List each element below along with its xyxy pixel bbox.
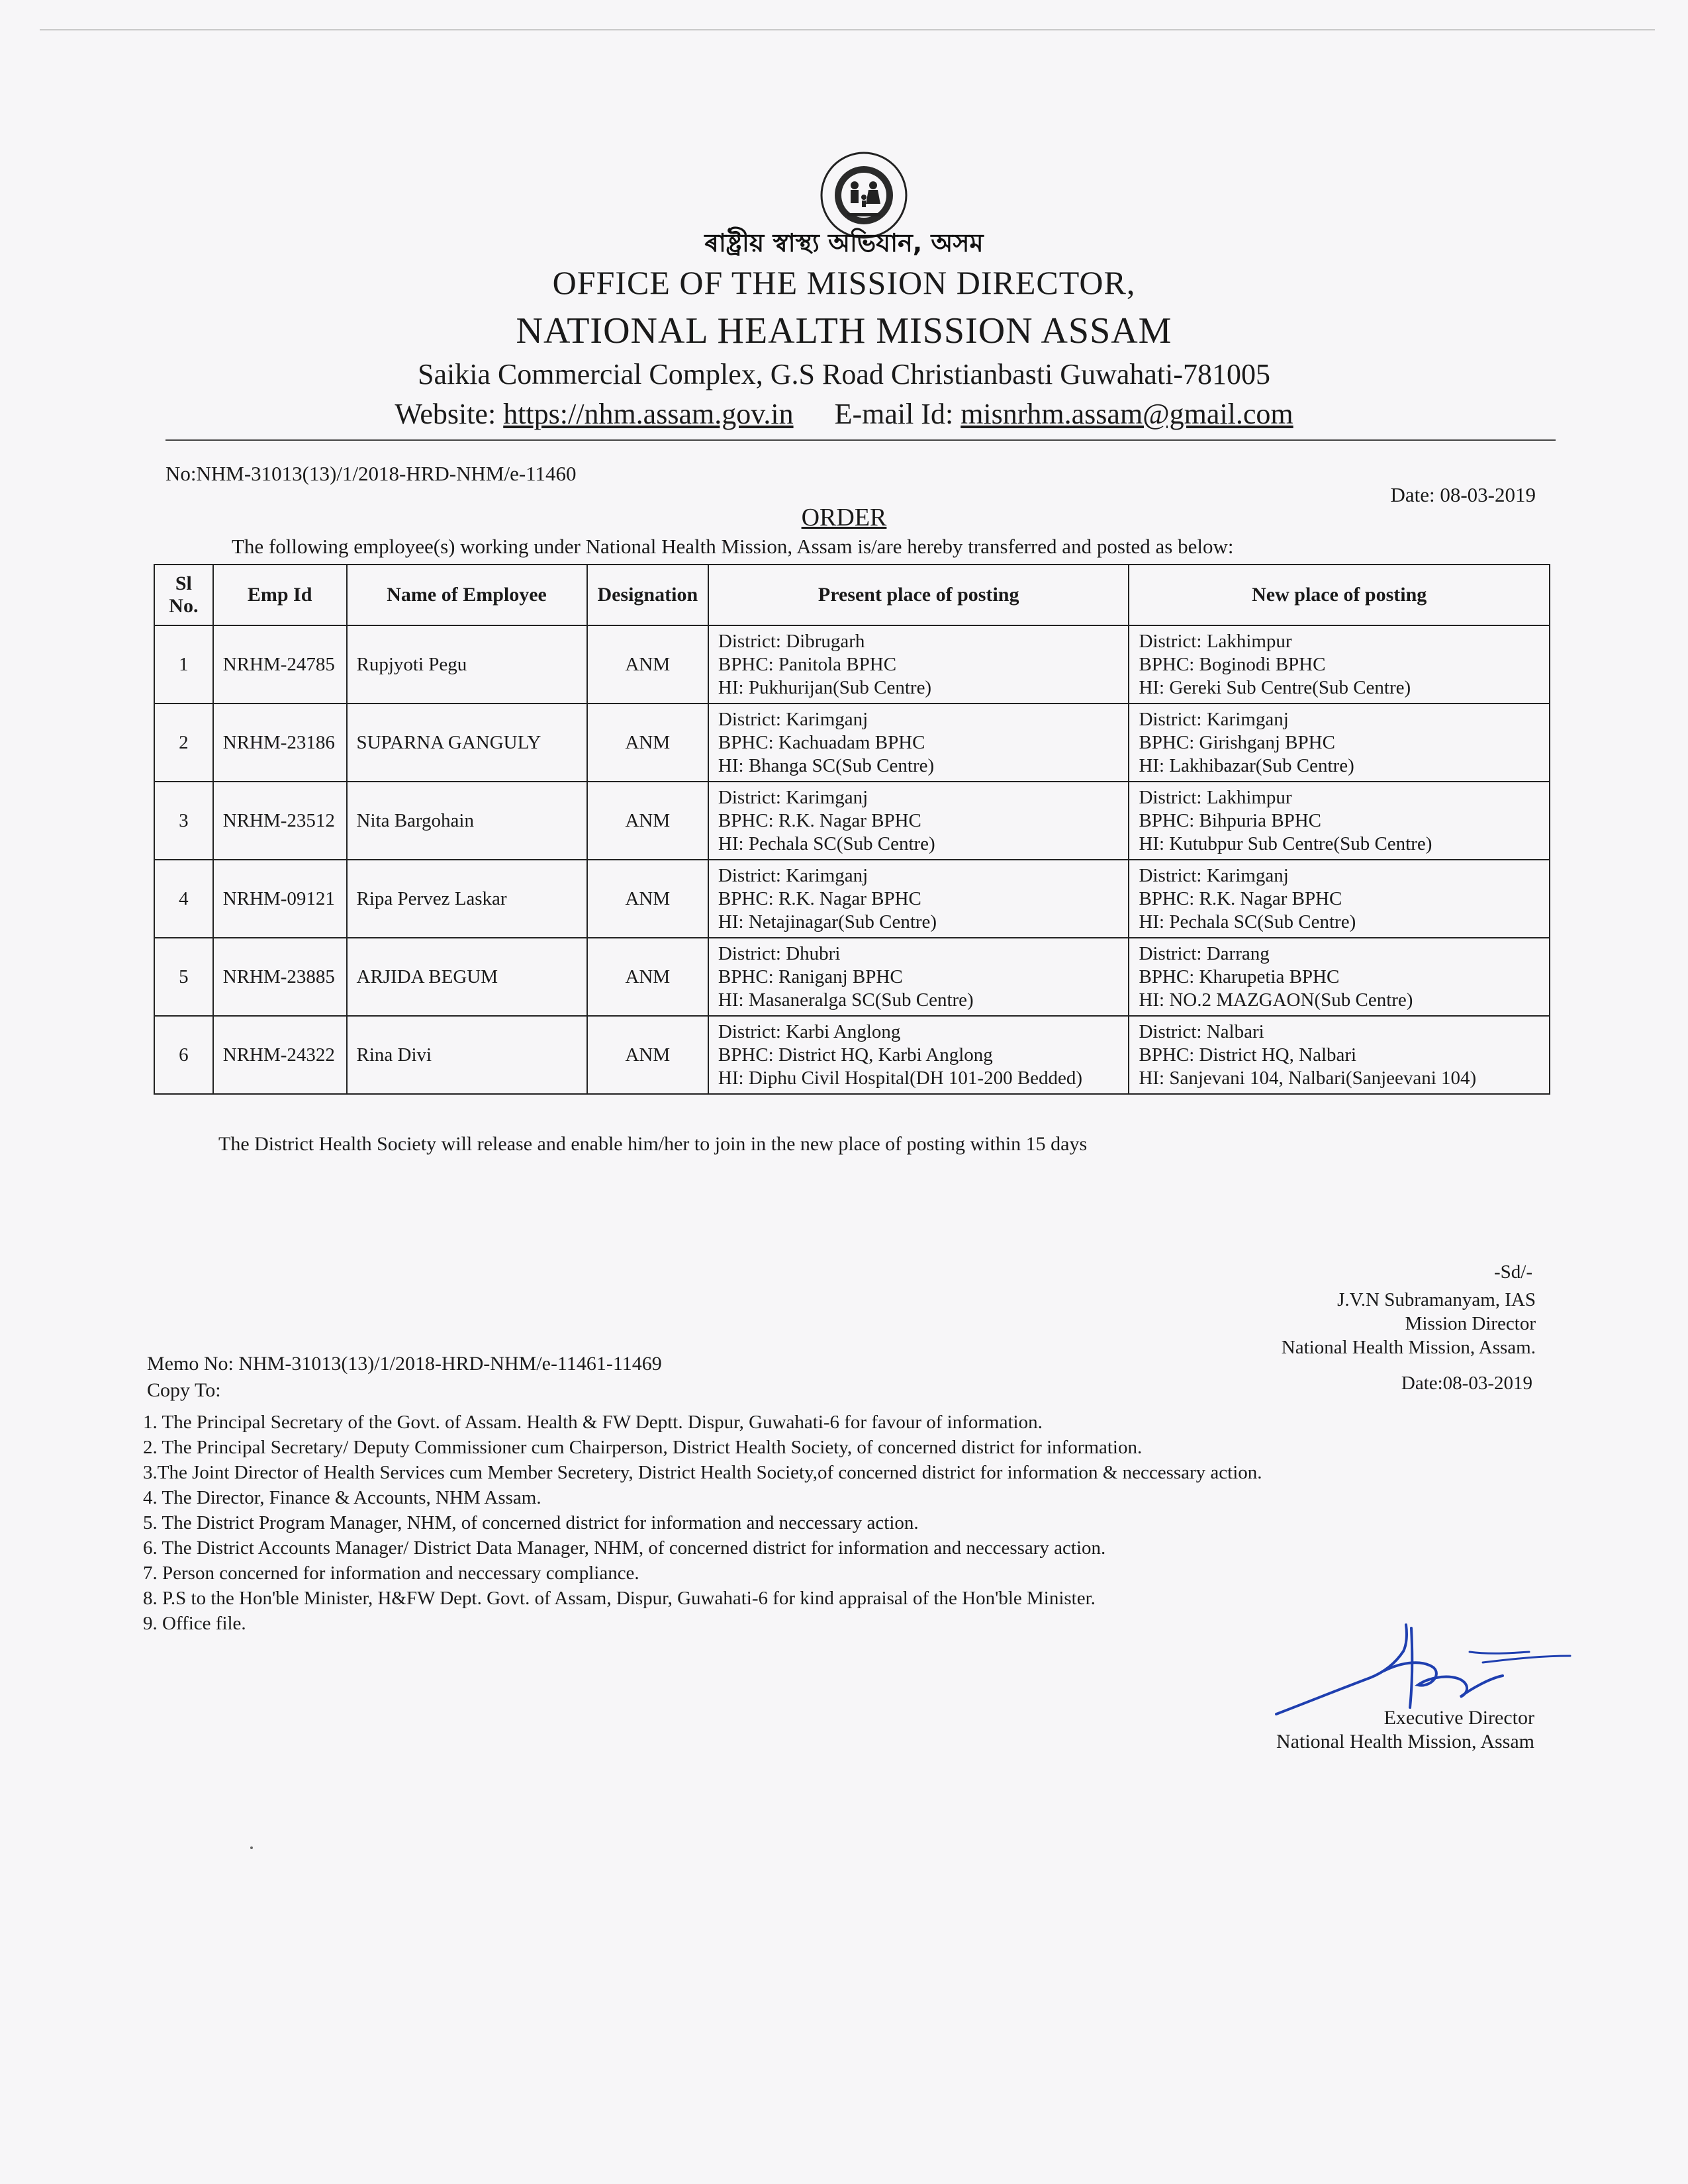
list-item: 3.The Joint Director of Health Services cum Member Secretery, District Health Society,of concerned district for information & neccessary action. xyxy=(143,1462,1262,1483)
cell-name: Rupjyoti Pegu xyxy=(347,625,587,704)
email-label: E-mail Id: xyxy=(834,398,954,430)
cell-designation: ANM xyxy=(587,938,708,1016)
cell-sl: 2 xyxy=(154,704,213,782)
header-designation: Designation xyxy=(587,565,708,625)
cell-emp-id: NRHM-23512 xyxy=(213,782,347,860)
executive-title: Executive Director xyxy=(1383,1707,1534,1729)
copy-to-list xyxy=(143,1410,1262,1636)
cell-emp-id: NRHM-24322 xyxy=(213,1016,347,1094)
table-header-row xyxy=(154,565,1550,625)
new-hi: HI: Sanjevani 104, Nalbari(Sanjeevani 104) xyxy=(1139,1067,1477,1089)
list-item: 6. The District Accounts Manager/ District Data Manager, NHM, of concerned district for information and neccessary action. xyxy=(143,1537,1106,1559)
cell-sl: 6 xyxy=(154,1016,213,1094)
cell-present-posting xyxy=(708,860,1129,938)
cell-name: Ripa Pervez Laskar xyxy=(347,860,587,938)
present-district: District: Karbi Anglong xyxy=(718,1021,901,1042)
new-district: District: Lakhimpur xyxy=(1139,630,1292,652)
header-divider xyxy=(165,439,1556,441)
new-district: District: Lakhimpur xyxy=(1139,786,1292,808)
cell-sl: 5 xyxy=(154,938,213,1016)
present-hi: HI: Bhanga SC(Sub Centre) xyxy=(718,754,935,776)
cell-present-posting xyxy=(708,1016,1129,1094)
new-bphc: BPHC: Boginodi BPHC xyxy=(1139,653,1326,675)
present-bphc: BPHC: Raniganj BPHC xyxy=(718,966,903,987)
list-item: 2. The Principal Secretary/ Deputy Commissioner cum Chairperson, District Health Society, of concerned district for information. xyxy=(143,1437,1143,1458)
table-row xyxy=(154,704,1550,782)
cell-designation: ANM xyxy=(587,860,708,938)
cell-name: Rina Divi xyxy=(347,1016,587,1094)
present-district: District: Dhubri xyxy=(718,942,841,964)
copy-to-label: Copy To: xyxy=(147,1379,221,1401)
header-present-posting: Present place of posting xyxy=(708,565,1129,625)
contact-line xyxy=(0,397,1688,431)
present-district: District: Karimganj xyxy=(718,786,868,808)
list-item: 1. The Principal Secretary of the Govt. of Assam. Health & FW Deptt. Dispur, Guwahati-6 for favour of information. xyxy=(143,1412,1043,1433)
website-link[interactable]: https://nhm.assam.gov.in xyxy=(503,398,794,430)
new-bphc: BPHC: Girishganj BPHC xyxy=(1139,731,1335,753)
cell-emp-id: NRHM-23186 xyxy=(213,704,347,782)
cell-emp-id: NRHM-24785 xyxy=(213,625,347,704)
present-district: District: Karimganj xyxy=(718,864,868,886)
cell-present-posting xyxy=(708,704,1129,782)
list-item: 4. The Director, Finance & Accounts, NHM Assam. xyxy=(143,1487,541,1508)
present-bphc: BPHC: District HQ, Karbi Anglong xyxy=(718,1044,993,1066)
order-date: Date: 08-03-2019 xyxy=(1390,483,1536,506)
present-bphc: BPHC: Kachuadam BPHC xyxy=(718,731,925,753)
header-sl-no: Sl No. xyxy=(154,565,213,625)
executive-director-block xyxy=(1276,1706,1534,1754)
cell-present-posting xyxy=(708,782,1129,860)
cell-new-posting xyxy=(1129,1016,1550,1094)
new-bphc: BPHC: Kharupetia BPHC xyxy=(1139,966,1340,987)
new-hi: HI: Gereki Sub Centre(Sub Centre) xyxy=(1139,676,1411,698)
cell-name: ARJIDA BEGUM xyxy=(347,938,587,1016)
cell-new-posting xyxy=(1129,782,1550,860)
new-district: District: Darrang xyxy=(1139,942,1270,964)
table-row xyxy=(154,625,1550,704)
present-hi: HI: Pukhurijan(Sub Centre) xyxy=(718,676,932,698)
cell-present-posting xyxy=(708,625,1129,704)
cell-present-posting xyxy=(708,938,1129,1016)
table-row xyxy=(154,1016,1550,1094)
assamese-title: ৰাষ্ট্ৰীয় স্বাস্থ্য অভিযান, অসম xyxy=(704,228,984,257)
top-scan-rule xyxy=(40,29,1655,30)
release-note: The District Health Society will release and enable him/her to join in the new place of posting within 15 days xyxy=(218,1133,1088,1155)
header-emp-id: Emp Id xyxy=(213,565,347,625)
header-employee-name: Name of Employee xyxy=(347,565,587,625)
present-hi: HI: Netajinagar(Sub Centre) xyxy=(718,911,937,933)
present-district: District: Karimganj xyxy=(718,708,868,730)
website-label: Website: xyxy=(395,398,496,430)
new-hi: HI: NO.2 MAZGAON(Sub Centre) xyxy=(1139,989,1413,1011)
office-title: OFFICE OF THE MISSION DIRECTOR, xyxy=(552,264,1136,301)
list-item: 5. The District Program Manager, NHM, of concerned district for information and neccessary action. xyxy=(143,1512,919,1533)
cell-new-posting xyxy=(1129,625,1550,704)
new-district: District: Karimganj xyxy=(1139,708,1289,730)
cell-sl: 4 xyxy=(154,860,213,938)
new-hi: HI: Lakhibazar(Sub Centre) xyxy=(1139,754,1354,776)
list-item: 8. P.S to the Hon'ble Minister, H&FW Dept. Govt. of Assam, Dispur, Guwahati-6 for kind appraisal of the Hon'ble Minister. xyxy=(143,1588,1096,1609)
cell-designation: ANM xyxy=(587,704,708,782)
memo-number: Memo No: NHM-31013(13)/1/2018-HRD-NHM/e-11461-11469 xyxy=(147,1353,662,1375)
present-hi: HI: Diphu Civil Hospital(DH 101-200 Bedded) xyxy=(718,1067,1083,1089)
present-bphc: BPHC: R.K. Nagar BPHC xyxy=(718,809,921,831)
memo-date: Date:08-03-2019 xyxy=(1401,1373,1532,1394)
table-row xyxy=(154,938,1550,1016)
new-hi: HI: Pechala SC(Sub Centre) xyxy=(1139,911,1356,933)
header-new-posting: New place of posting xyxy=(1129,565,1550,625)
cell-name: SUPARNA GANGULY xyxy=(347,704,587,782)
order-heading: ORDER xyxy=(801,504,887,531)
present-bphc: BPHC: R.K. Nagar BPHC xyxy=(718,887,921,909)
present-hi: HI: Masaneralga SC(Sub Centre) xyxy=(718,989,974,1011)
signatory-org: National Health Mission, Assam. xyxy=(1281,1337,1536,1358)
cell-new-posting xyxy=(1129,704,1550,782)
signatory-name: J.V.N Subramanyam, IAS xyxy=(1337,1289,1536,1310)
cell-new-posting xyxy=(1129,938,1550,1016)
new-bphc: BPHC: R.K. Nagar BPHC xyxy=(1139,887,1342,909)
cell-new-posting xyxy=(1129,860,1550,938)
mission-director-block xyxy=(1282,1288,1536,1359)
organization-title: NATIONAL HEALTH MISSION ASSAM xyxy=(516,310,1172,351)
present-bphc: BPHC: Panitola BPHC xyxy=(718,653,897,675)
signatory-title: Mission Director xyxy=(1405,1313,1536,1334)
new-bphc: BPHC: District HQ, Nalbari xyxy=(1139,1044,1357,1066)
cell-sl: 1 xyxy=(154,625,213,704)
cell-sl: 3 xyxy=(154,782,213,860)
cell-emp-id: NRHM-09121 xyxy=(213,860,347,938)
cell-name: Nita Bargohain xyxy=(347,782,587,860)
table-row xyxy=(154,782,1550,860)
new-bphc: BPHC: Bihpuria BPHC xyxy=(1139,809,1321,831)
present-district: District: Dibrugarh xyxy=(718,630,865,652)
new-district: District: Nalbari xyxy=(1139,1021,1264,1042)
scan-speck xyxy=(250,1846,253,1849)
cell-emp-id: NRHM-23885 xyxy=(213,938,347,1016)
present-hi: HI: Pechala SC(Sub Centre) xyxy=(718,833,935,854)
order-intro: The following employee(s) working under National Health Mission, Assam is/are hereby transferred and posted as below: xyxy=(232,535,1234,558)
cell-designation: ANM xyxy=(587,625,708,704)
table-row xyxy=(154,860,1550,938)
signed-marker: -Sd/- xyxy=(1494,1261,1532,1283)
list-item: 7. Person concerned for information and neccessary compliance. xyxy=(143,1563,639,1584)
cell-designation: ANM xyxy=(587,1016,708,1094)
email-link[interactable]: misnrhm.assam@gmail.com xyxy=(961,398,1293,430)
transfer-table xyxy=(154,564,1550,1095)
cell-designation: ANM xyxy=(587,782,708,860)
list-item: 9. Office file. xyxy=(143,1613,246,1634)
new-district: District: Karimganj xyxy=(1139,864,1289,886)
executive-org: National Health Mission, Assam xyxy=(1276,1731,1534,1752)
office-address: Saikia Commercial Complex, G.S Road Christianbasti Guwahati-781005 xyxy=(417,358,1271,390)
order-number: No:NHM-31013(13)/1/2018-HRD-NHM/e-11460 xyxy=(165,462,577,485)
new-hi: HI: Kutubpur Sub Centre(Sub Centre) xyxy=(1139,833,1432,854)
